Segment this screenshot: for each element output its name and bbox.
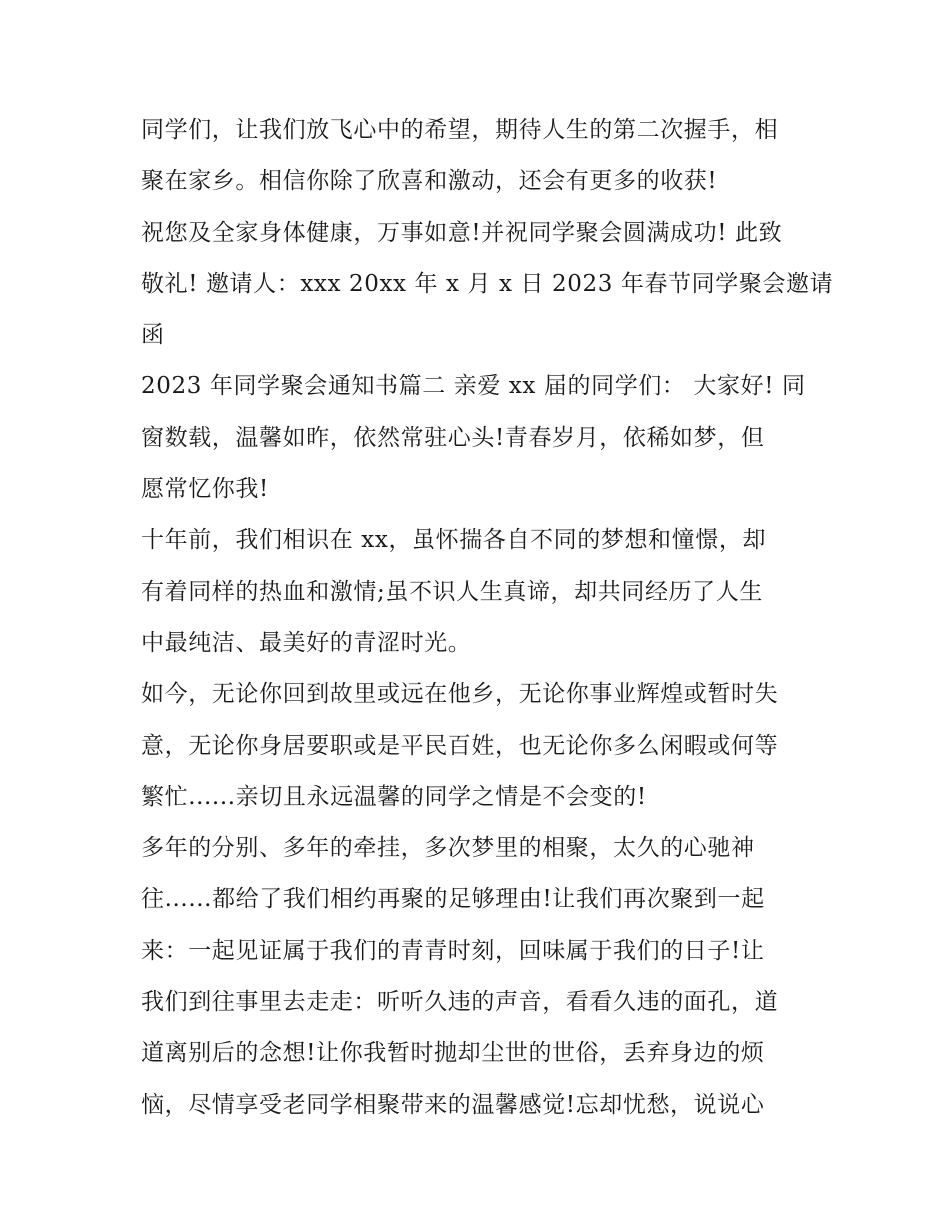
text-line: 聚在家乡。相信你除了欣喜和激动，还会有更多的收获! <box>141 168 718 195</box>
text-line: 繁忙......亲切且永远温馨的同学之情是不会变的! <box>141 783 647 810</box>
text-line: 往......都给了我们相约再聚的足够理由!让我们再次聚到一起 <box>141 886 765 913</box>
text-line: 中最纯洁、最美好的青涩时光。 <box>141 629 472 656</box>
text-line: 意，无论你身居要职或是平民百姓，也无论你多么闲暇或何等 <box>141 732 779 759</box>
text-line: 我们到往事里去走走：听听久违的声音，看看久违的面孔，道 <box>141 989 779 1016</box>
text-line: 2023 年同学聚会通知书篇二 亲爱 xx 届的同学们： 大家好! 同 <box>141 373 806 400</box>
text-line: 祝您及全家身体健康，万事如意!并祝同学聚会圆满成功! 此致 <box>141 219 783 246</box>
text-line: 十年前，我们相识在 xx，虽怀揣各自不同的梦想和憧憬，却 <box>141 527 767 554</box>
text-line: 道离别后的念想!让你我暂时抛却尘世的世俗，丢弃身边的烦 <box>141 1040 765 1067</box>
text-line: 函 <box>141 322 165 349</box>
text-line: 如今，无论你回到故里或远在他乡，无论你事业辉煌或暂时失 <box>141 681 779 708</box>
text-line: 恼，尽情享受老同学相聚带来的温馨感觉!忘却忧愁，说说心 <box>141 1091 765 1118</box>
text-line: 愿常忆你我! <box>141 476 269 503</box>
text-line: 有着同样的热血和激情;虽不识人生真谛，却共同经历了人生 <box>141 578 763 605</box>
text-line: 同学们，让我们放飞心中的希望，期待人生的第二次握手，相 <box>141 117 779 143</box>
text-line: 来：一起见证属于我们的青青时刻，回味属于我们的日子!让 <box>141 937 765 964</box>
text-line: 敬礼! 邀请人：xxx 20xx 年 x 月 x 日 2023 年春节同学聚会邀请 <box>141 270 834 297</box>
document-body-text <box>141 105 834 1131</box>
text-line: 多年的分别、多年的牵挂，多次梦里的相聚，太久的心驰神 <box>141 835 755 862</box>
text-line: 窗数载，温馨如昨，依然常驻心头!青春岁月，依稀如梦，但 <box>141 424 765 451</box>
